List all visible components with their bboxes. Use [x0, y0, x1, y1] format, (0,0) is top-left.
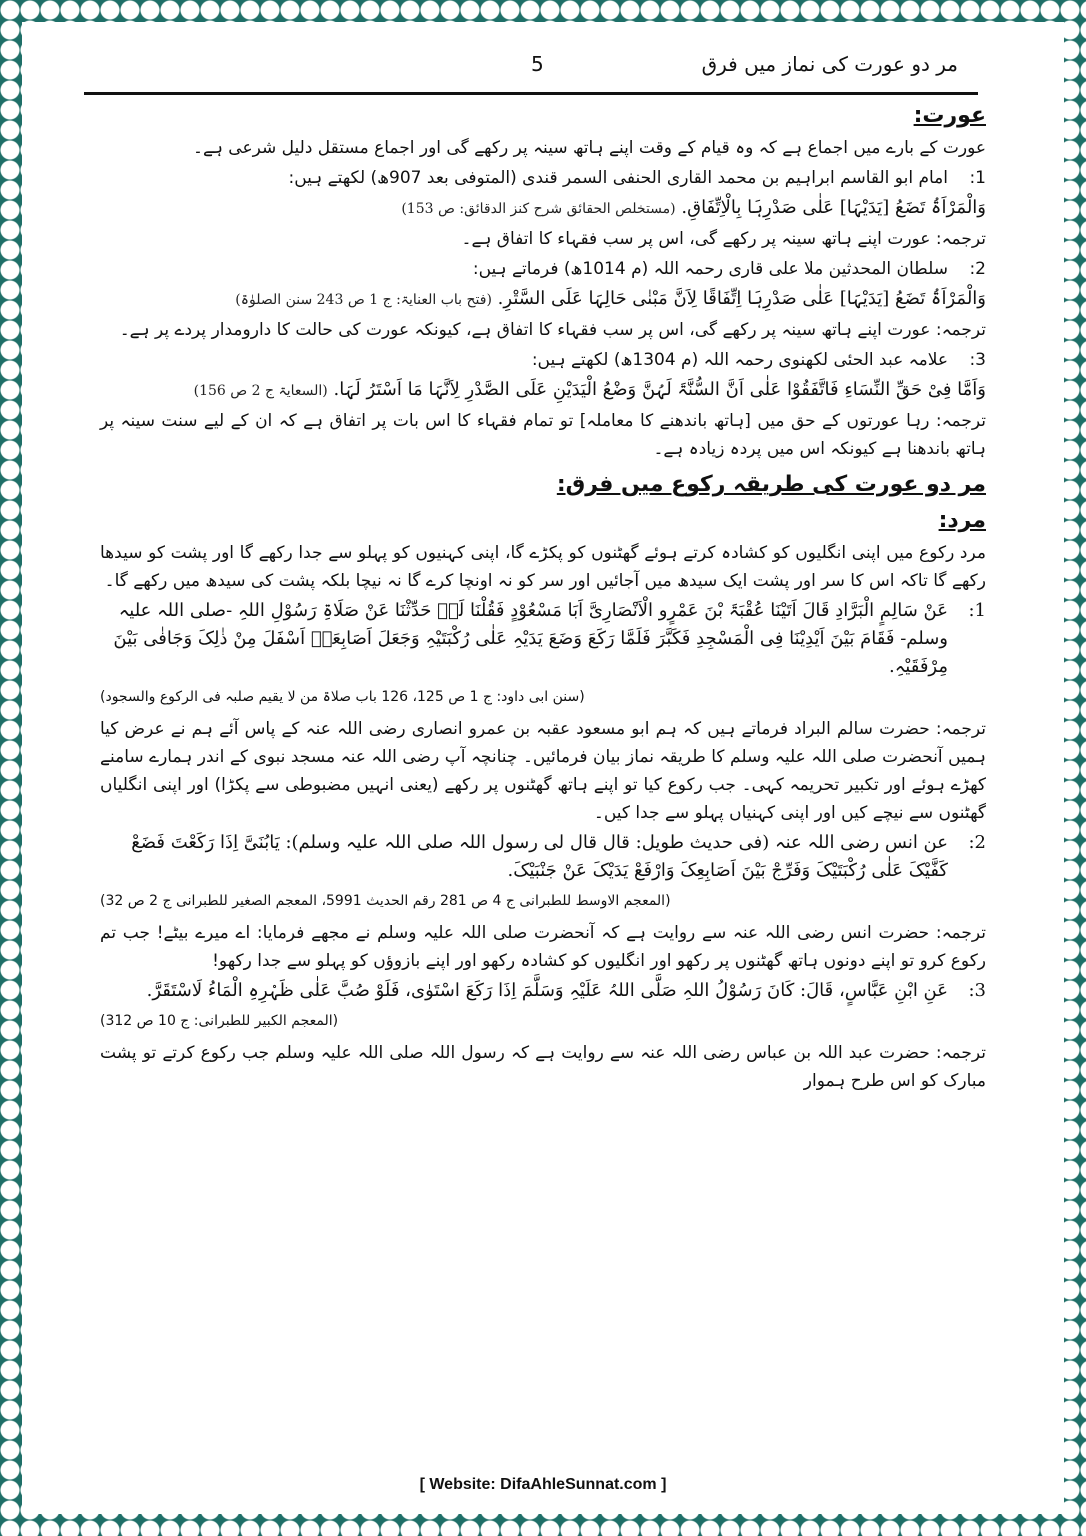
content [100, 94, 986, 1464]
page-title: مر دو عورت کی نماز میں فرق [701, 52, 958, 76]
section-heading-woman: عورت: [913, 103, 986, 128]
page [22, 22, 1064, 1514]
citation-item [100, 977, 986, 1095]
citation-item [100, 597, 986, 827]
reference: (السعایۃ ج 2 ص 156) [193, 383, 328, 399]
item-number: 3: [968, 980, 986, 1001]
arabic-quote: عن انس رضی اللہ عنہ (فی حدیث طویل: قال قال لی رسول اللہ صلی اللہ علیہ وسلم): یَابُنَیَّ اِذَا رَکَعْتَ فَضَعْ کَفَّیْکَ عَلٰی رُکْبَتَیْکَ وَفَرِّجْ بَیْنَ اَصَابِعِکَ وَارْفَعْ یَدَیْکَ عَنْ جَنْبَیْکَ. [131, 832, 948, 881]
citation-item [100, 164, 986, 253]
reference: (مستخلص الحقائق شرح کنز الدقائق: ص 153) [401, 201, 676, 217]
arabic-quote: عَنْ سَالِمٍ الْبَرَّادِ قَالَ اَتَیْنَا عُقْبَۃَ بْنَ عَمْرٍو الْاَنْصَارِیَّ اَبَا مَسْعُوْدٍ فَقُلْنَا لَہٗ حَدِّثْنَا عَنْ صَلَاۃِ رَسُوْلِ اللہِ -صلی اللہ علیہ وسلم- فَقَامَ بَیْنَ اَیْدِیْنَا فِی الْمَسْجِدِ فَکَبَّرَ فَلَمَّا رَکَعَ وَضَعَ یَدَیْہِ عَلٰی رُکْبَتَیْہِ وَجَعَلَ اَصَابِعَہٗ اَسْفَلَ مِنْ ذٰلِکَ وَجَافٰی بَیْنَ مِرْفَقَیْہِ. [113, 600, 948, 677]
page-header [84, 52, 978, 95]
arabic-quote: وَالْمَرْاَۃُ تَضَعُ [یَدَیْہَا] عَلٰی صَدْرِہَا اِتِّفَاقًا لِاَنَّ مَبْنٰی حَالِہَا عَلَی السَّتْرِ. (فتح باب العنایۃ: ج 1 ص 243 سنن الصلوٰۃ) [235, 288, 986, 309]
arabic-quote: وَالْمَرْاَۃُ تَضَعُ [یَدَیْہَا] عَلٰی صَدْرِہَا بِالْاِتِّفَاقِ. (مستخلص الحقائق شرح کنز الدقائق: ص 153) [401, 197, 986, 218]
translation: ترجمہ: عورت اپنے ہاتھ سینہ پر رکھے گی، اس پر سب فقہاء کا اتفاق ہے۔ [461, 229, 986, 249]
citation-item [100, 255, 986, 344]
translation: ترجمہ: رہا عورتوں کے حق میں [ہاتھ باندھنے کا معاملہ] تو تمام فقہاء کا اس بات پر اتفاق ہے کہ ان کے لیے سنت سینہ پر ہاتھ باندھنا ہے کیونکہ اس میں پردہ زیادہ ہے۔ [100, 411, 986, 459]
citation-item [100, 346, 986, 463]
item-number: 1: [969, 168, 986, 188]
reference: (فتح باب العنایۃ: ج 1 ص 243 سنن الصلوٰۃ) [235, 292, 492, 308]
item-number: 1: [968, 600, 986, 621]
translation: ترجمہ: حضرت سالم البراد فرماتے ہیں کہ ہم ابو مسعود عقبہ بن عمرو انصاری رضی اللہ عنہ کے پاس آئے ہم نے عرض کیا ہمیں آنحضرت صلی اللہ علیہ وسلم کا طریقہ نماز بیان فرمائیں۔ چنانچہ آپ رضی اللہ عنہ مسجد نبوی کے اندر ہمارے سامنے کھڑے ہوئے اور تکبیر تحریمہ کہی۔ جب رکوع کیا تو اپنے ہاتھ گھٹنوں پر رکھے (یعنی انہیں مضبوطی سے پکڑا) اور اپنی انگلیاں گھٹنوں سے نیچے کیں اور اپنی کہنیاں پہلو سے جدا کیں۔ [100, 719, 986, 823]
arabic-quote: وَاَمَّا فِیْ حَقِّ النِّسَاءِ فَاتَّفَقُوْا عَلٰی اَنَّ السُّنَّۃَ لَہُنَّ وَضْعُ الْیَدَیْنِ عَلَی الصَّدْرِ لِاَنَّہَا مَا اَسْتَرُ لَہَا. (السعایۃ ج 2 ص 156) [193, 379, 986, 400]
translation: ترجمہ: حضرت انس رضی اللہ عنہ سے روایت ہے کہ آنحضرت صلی اللہ علیہ وسلم نے مجھے فرمایا: اے میرے بیٹے! جب تم رکوع کرو تو اپنے دونوں ہاتھ گھٹنوں پر رکھو اور انگلیوں کو کشادہ رکھو اور اپنے بازوؤں کو پہلو سے جدا رکھو! [100, 923, 986, 971]
item-text: علامہ عبد الحئی لکھنوی رحمہ اللہ (م 1304ھ) لکھتے ہیں: [531, 350, 948, 370]
section-intro: عورت کے بارے میں اجماع ہے کہ وہ قیام کے وقت اپنے ہاتھ سینہ پر رکھے گی اور اجماع مستقل دلیل شرعی ہے۔ [193, 138, 986, 158]
translation: ترجمہ: عورت اپنے ہاتھ سینہ پر رکھے گی، اس پر سب فقہاء کا اتفاق ہے، کیونکہ عورت کی حالت کا دارومدار پردے پر ہے۔ [119, 320, 986, 340]
citation-item [100, 829, 986, 975]
item-text: سلطان المحدثین ملا علی قاری رحمہ اللہ (م 1014ھ) فرماتے ہیں: [472, 259, 948, 279]
section-intro: مرد رکوع میں اپنی انگلیوں کو کشادہ کرتے ہوئے گھٹنوں کو پکڑے گا، اپنی کہنیوں کو پہلو سے جدا رکھے گا اور پشت کو سیدھا رکھے گا تاکہ اس کا سر اور پشت ایک سیدھ میں آجائیں اور سر کو نہ اونچا کرے گا نہ نیچا بلکہ پشت کی سیدھ میں رکھے گا۔ [100, 543, 986, 591]
item-number: 2: [968, 832, 986, 853]
reference: (المعجم الکبیر للطبرانی: ج 10 ص 312) [100, 1013, 339, 1029]
subheading-man: مرد: [938, 508, 986, 533]
section-heading-ruku: مر دو عورت کی طریقہ رکوع میں فرق: [556, 472, 986, 497]
website-footer: [ Website: DifaAhleSunnat.com ] [419, 1476, 667, 1493]
arabic-quote: عَنِ ابْنِ عَبَّاسٍ، قَالَ: کَانَ رَسُوْلُ اللہِ صَلَّی اللہُ عَلَیْہِ وَسَلَّمَ اِذَا رَکَعَ اسْتَوٰی، فَلَوْ صُبَّ عَلٰی ظَہْرِہِ الْمَاءُ لَاسْتَقَرَّ. [146, 980, 948, 1001]
item-number: 2: [969, 259, 986, 279]
page-number: 5 [531, 52, 544, 76]
item-text: امام ابو القاسم ابراہیم بن محمد القاری الحنفی السمر قندی (المتوفی بعد 907ھ) لکھتے ہیں: [288, 168, 948, 188]
reference: (سنن ابی داود: ج 1 ص 125، 126 باب صلاۃ من لا یقیم صلبہ فی الرکوع والسجود) [100, 689, 585, 705]
translation: ترجمہ: حضرت عبد اللہ بن عباس رضی اللہ عنہ سے روایت ہے کہ رسول اللہ صلی اللہ علیہ وسلم جب رکوع کرتے تو پشت مبارک کو اس طرح ہموار [100, 1043, 986, 1091]
item-number: 3: [969, 350, 986, 370]
reference: (المعجم الاوسط للطبرانی ج 4 ص 281 رقم الحدیث 5991، المعجم الصغیر للطبرانی ج 2 ص 32) [100, 893, 671, 909]
